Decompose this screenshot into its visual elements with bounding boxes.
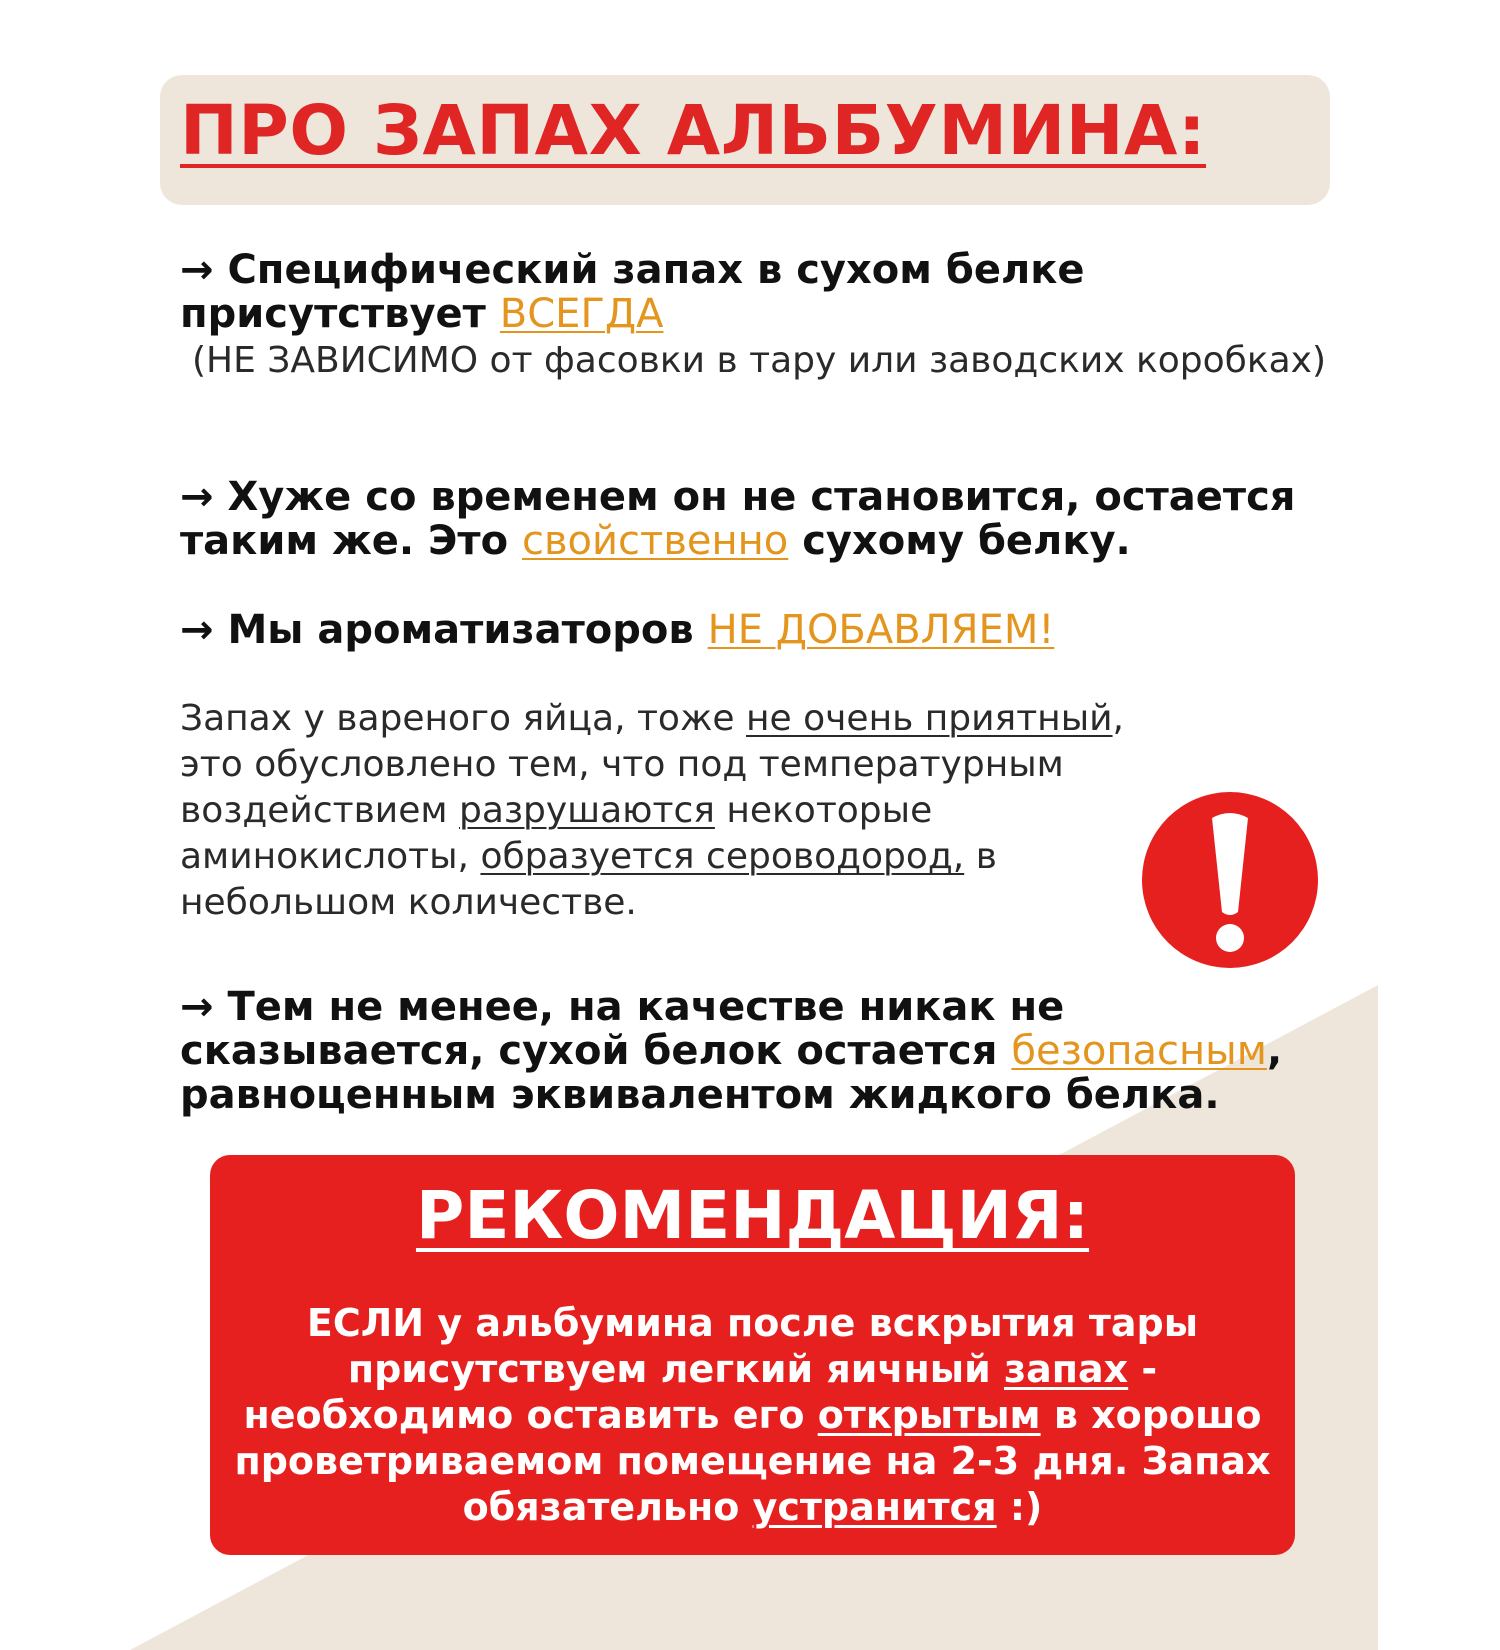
underlined-hydrogen-sulfide: образуется сероводород,: [480, 836, 965, 877]
bullet-text: Хуже со временем он не становится, остается таким же. Это: [180, 474, 1296, 564]
bullet-does-not-worsen: [180, 475, 1340, 563]
recommendation-text: [210, 1300, 1295, 1530]
bullet-text: Специфический запах в сухом белке присутствует: [180, 247, 1085, 337]
highlight-safe: безопасным: [1011, 1028, 1267, 1074]
recommendation-sentence: ЕСЛИ у альбумина после вскрытия тары присутствуем легкий яичный: [306, 1301, 1199, 1391]
arrow-icon: →: [180, 607, 214, 653]
paragraph-text: Запах у вареного яйца, тоже: [180, 698, 735, 739]
highlight-always: ВСЕГДА: [499, 291, 664, 337]
recommendation-sentence: - необходимо оставить его: [243, 1347, 1158, 1437]
packaging-note: (НЕ ЗАВИСИМО от фасовки в тару или заводских коробках): [192, 340, 1326, 381]
arrow-icon: →: [180, 247, 214, 293]
highlight-inherent: свойственно: [521, 518, 789, 564]
recommendation-sentence: в хорошо проветриваемом помещение на 2-3 дня. Запах обязательно: [234, 1393, 1271, 1529]
highlight-not-added: НЕ ДОБАВЛЯЕМ!: [707, 607, 1055, 653]
bullet-permanent-smell: [180, 248, 1330, 336]
underlined-not-pleasant: не очень приятный: [746, 698, 1113, 739]
recommendation-title: РЕКОМЕНДАЦИЯ:: [415, 1177, 1090, 1254]
underlined-smell: запах: [1004, 1347, 1129, 1391]
paragraph-text: , это обусловлено тем, что под температурным воздействием: [180, 698, 1124, 831]
paragraph-text: некоторые аминокислоты,: [180, 790, 933, 877]
underlined-destroyed: разрушаются: [458, 790, 715, 831]
recommendation-box: [210, 1155, 1295, 1555]
arrow-icon: →: [180, 984, 214, 1030]
bullet-no-flavorings: [180, 608, 1330, 652]
bullet-text: Мы ароматизаторов: [227, 607, 694, 653]
arrow-icon: →: [180, 474, 214, 520]
egg-smell-explanation: [180, 696, 1140, 926]
bullet-text-end: , равноценным эквивалентом жидкого белка.: [180, 1028, 1283, 1118]
bullet-quality-safe: [180, 985, 1340, 1117]
smiley-text: :): [1009, 1485, 1043, 1529]
underlined-disappears: устранится: [752, 1485, 997, 1529]
exclamation-circle-icon: [1140, 790, 1320, 970]
paragraph-text: в небольшом количестве.: [180, 836, 997, 923]
bullet-text: Тем не менее, на качестве никак не сказывается, сухой белок остается: [180, 984, 1065, 1074]
page-title: ПРО ЗАПАХ АЛЬБУМИНА:: [180, 91, 1207, 171]
bullet-text-end: сухому белку.: [802, 518, 1131, 564]
underlined-open: открытым: [817, 1393, 1041, 1437]
